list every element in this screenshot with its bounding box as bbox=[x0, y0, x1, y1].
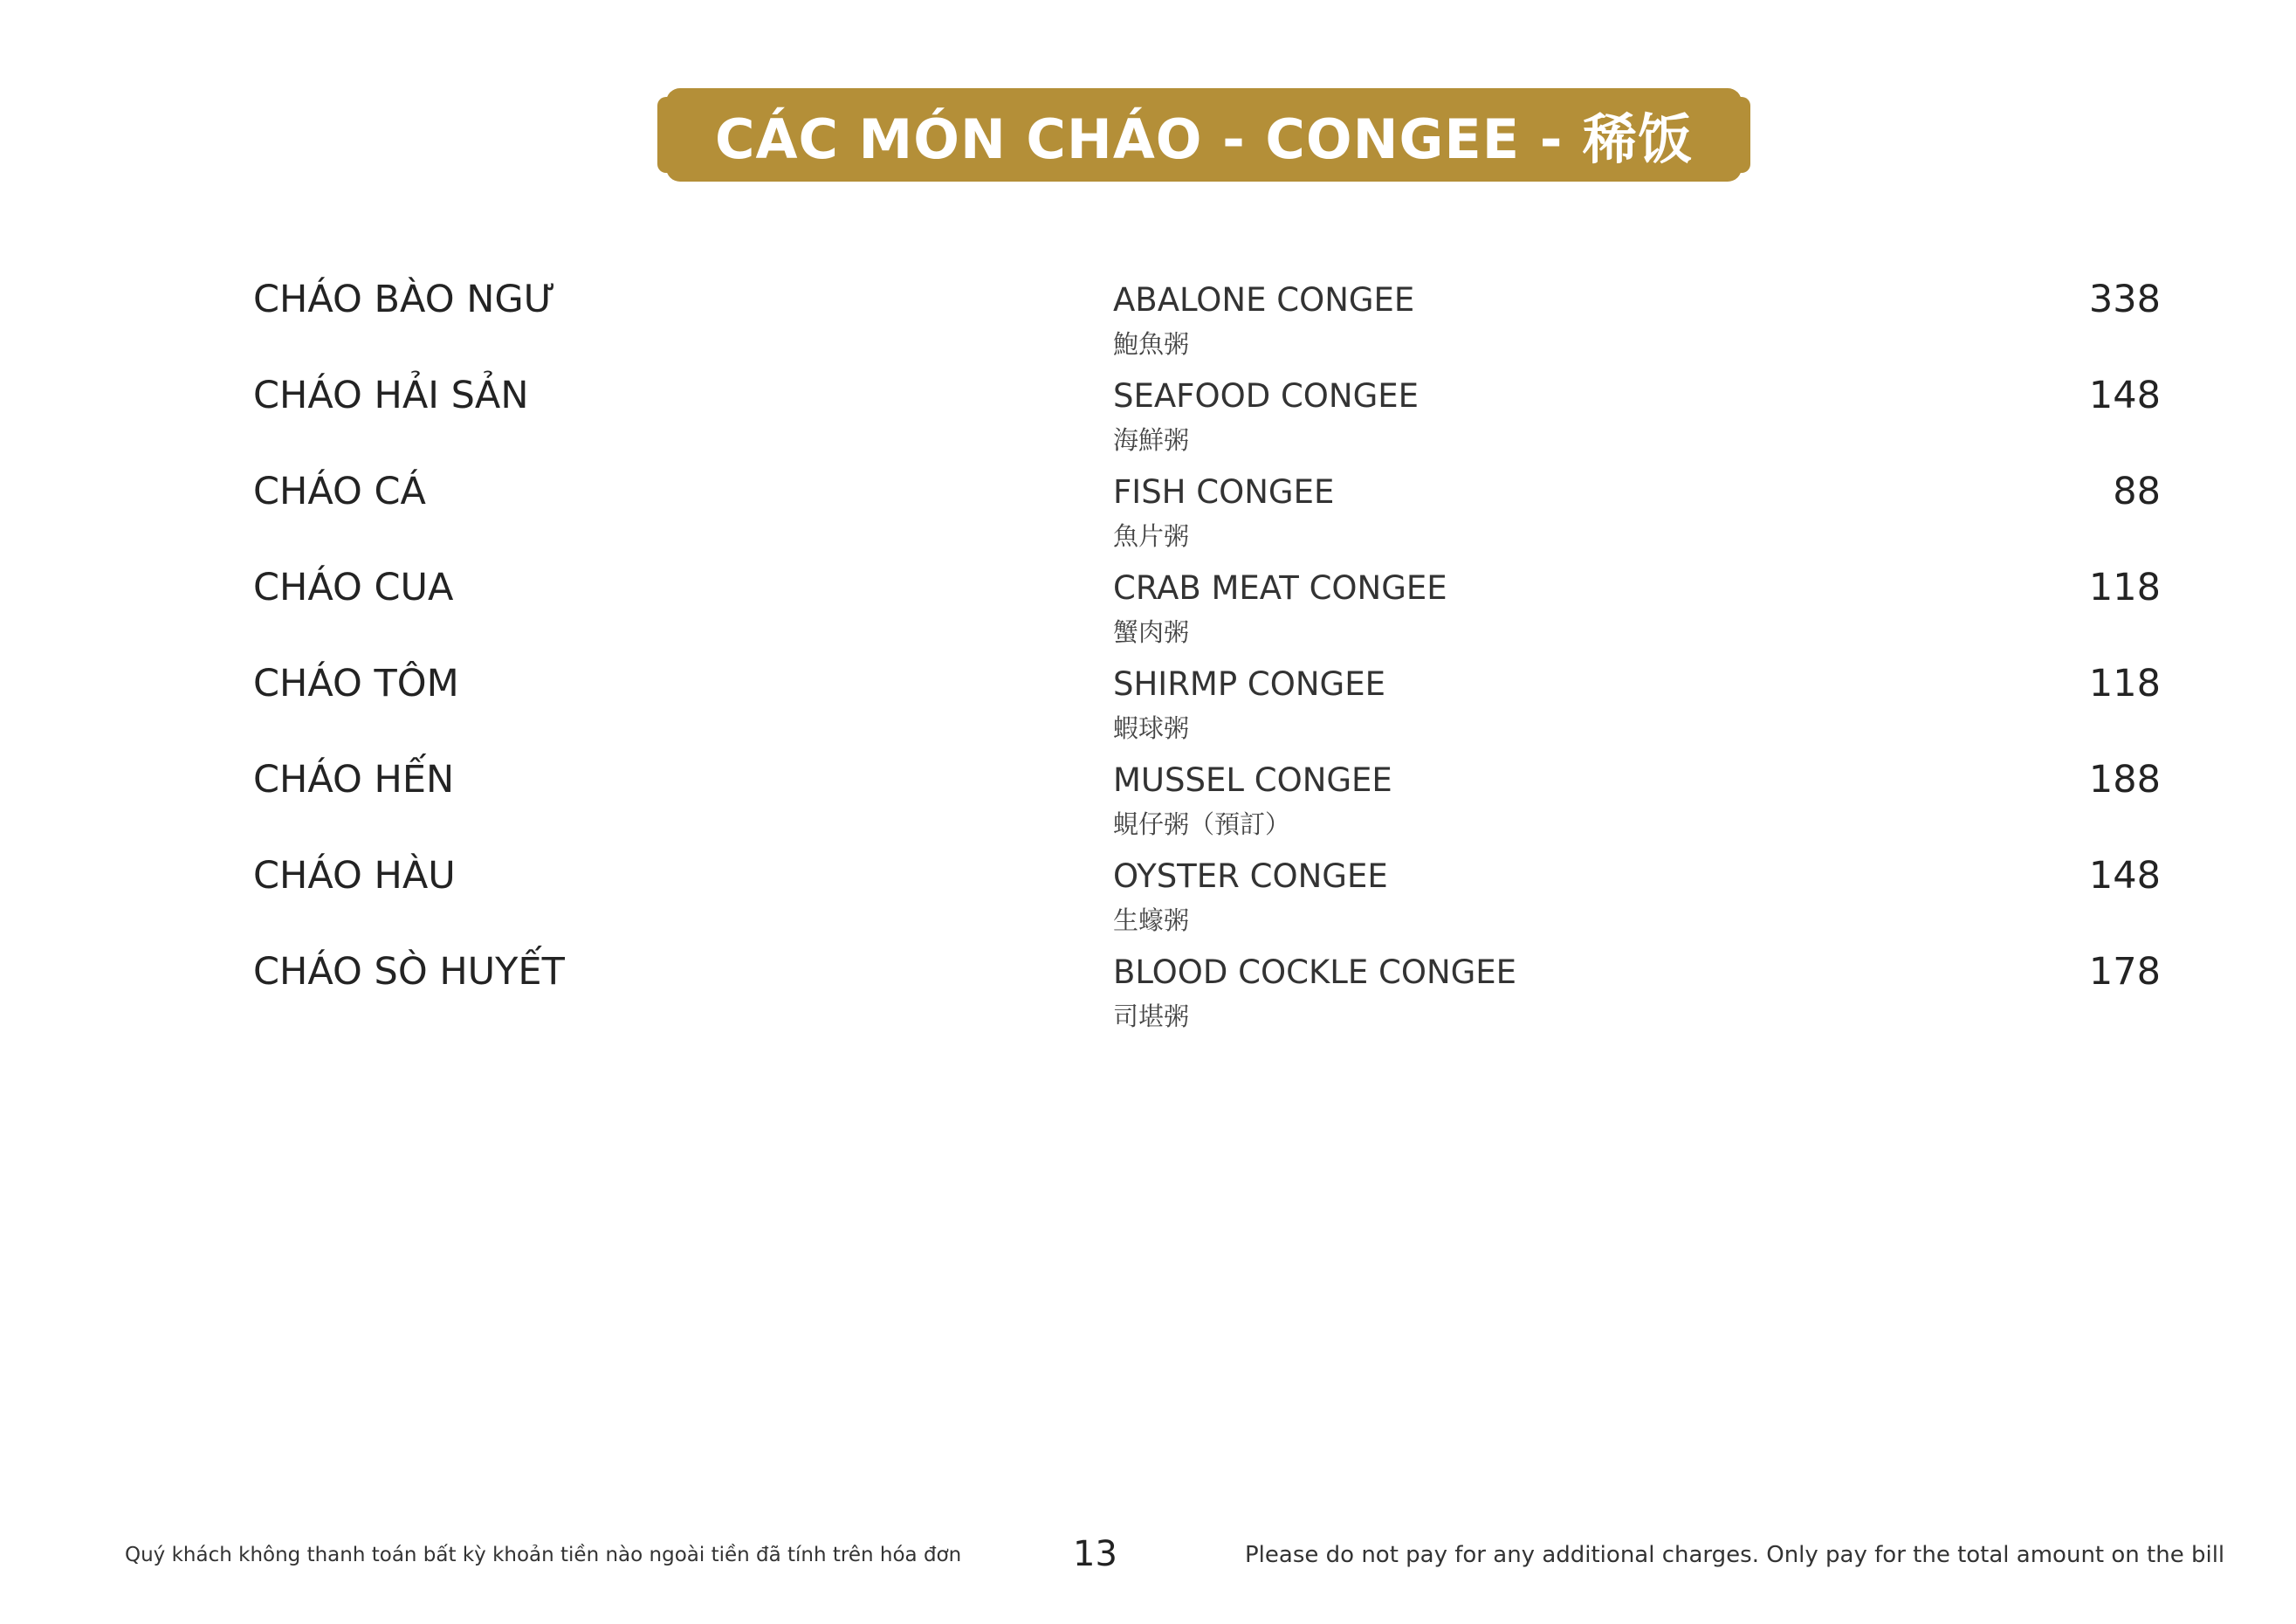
menu-item-chinese-name: 魚片粥 bbox=[1113, 521, 1190, 551]
footer-english-note: Please do not pay for any additional charges. Only pay for the total amount on the bill bbox=[1245, 1542, 2225, 1568]
menu-item-price: 148 bbox=[2088, 854, 2161, 898]
menu-item-english-name: SHIRMP CONGEE bbox=[1113, 665, 1385, 703]
menu-item bbox=[0, 470, 2296, 566]
menu-item-price: 188 bbox=[2088, 758, 2161, 802]
menu-item-chinese-name: 海鮮粥 bbox=[1113, 425, 1190, 455]
menu-item-price: 338 bbox=[2088, 278, 2161, 321]
menu-item-english-name: BLOOD COCKLE CONGEE bbox=[1113, 953, 1517, 991]
section-title: CÁC MÓN CHÁO - CONGEE - 稀饭 bbox=[714, 107, 1694, 171]
menu-item-vietnamese-name: CHÁO SÒ HUYẾT bbox=[253, 950, 565, 994]
page-number: 13 bbox=[1073, 1534, 1117, 1574]
menu-item-english-name: CRAB MEAT CONGEE bbox=[1113, 569, 1447, 607]
menu-item-chinese-name: 生蠔粥 bbox=[1113, 905, 1190, 935]
menu-item-vietnamese-name: CHÁO HẾN bbox=[253, 758, 455, 802]
menu-item-chinese-name: 蟹肉粥 bbox=[1113, 617, 1190, 647]
menu-item-vietnamese-name: CHÁO BÀO NGƯ bbox=[253, 278, 556, 321]
menu-item-price: 118 bbox=[2088, 566, 2161, 609]
menu-item-vietnamese-name: CHÁO CÁ bbox=[253, 470, 426, 513]
menu-item bbox=[0, 374, 2296, 470]
menu-item-english-name: ABALONE CONGEE bbox=[1113, 281, 1415, 319]
congee-menu-list bbox=[0, 278, 2296, 1046]
menu-item-vietnamese-name: CHÁO TÔM bbox=[253, 662, 459, 705]
menu-item-chinese-name: 鮑魚粥 bbox=[1113, 329, 1190, 359]
menu-item-price: 88 bbox=[2113, 470, 2161, 513]
menu-item-vietnamese-name: CHÁO HẢI SẢN bbox=[253, 374, 529, 417]
menu-item bbox=[0, 662, 2296, 758]
menu-item-chinese-name: 蝦球粥 bbox=[1113, 713, 1190, 743]
menu-item bbox=[0, 950, 2296, 1046]
menu-item bbox=[0, 854, 2296, 950]
menu-item-english-name: MUSSEL CONGEE bbox=[1113, 761, 1392, 799]
menu-item-english-name: SEAFOOD CONGEE bbox=[1113, 377, 1420, 415]
menu-item bbox=[0, 278, 2296, 374]
menu-item-vietnamese-name: CHÁO HÀU bbox=[253, 854, 456, 898]
menu-item bbox=[0, 566, 2296, 662]
menu-item-price: 118 bbox=[2088, 662, 2161, 705]
menu-item bbox=[0, 758, 2296, 854]
section-title-banner bbox=[666, 88, 1742, 182]
menu-item-price: 148 bbox=[2088, 374, 2161, 417]
footer-vietnamese-note: Quý khách không thanh toán bất kỳ khoản tiền nào ngoài tiền đã tính trên hóa đơn bbox=[125, 1544, 962, 1566]
menu-item-english-name: FISH CONGEE bbox=[1113, 473, 1335, 511]
menu-item-chinese-name: 司堪粥 bbox=[1113, 1001, 1190, 1031]
menu-item-price: 178 bbox=[2088, 950, 2161, 994]
menu-item-vietnamese-name: CHÁO CUA bbox=[253, 566, 454, 609]
menu-item-english-name: OYSTER CONGEE bbox=[1113, 857, 1388, 895]
menu-item-chinese-name: 蜆仔粥（預訂） bbox=[1113, 809, 1291, 839]
